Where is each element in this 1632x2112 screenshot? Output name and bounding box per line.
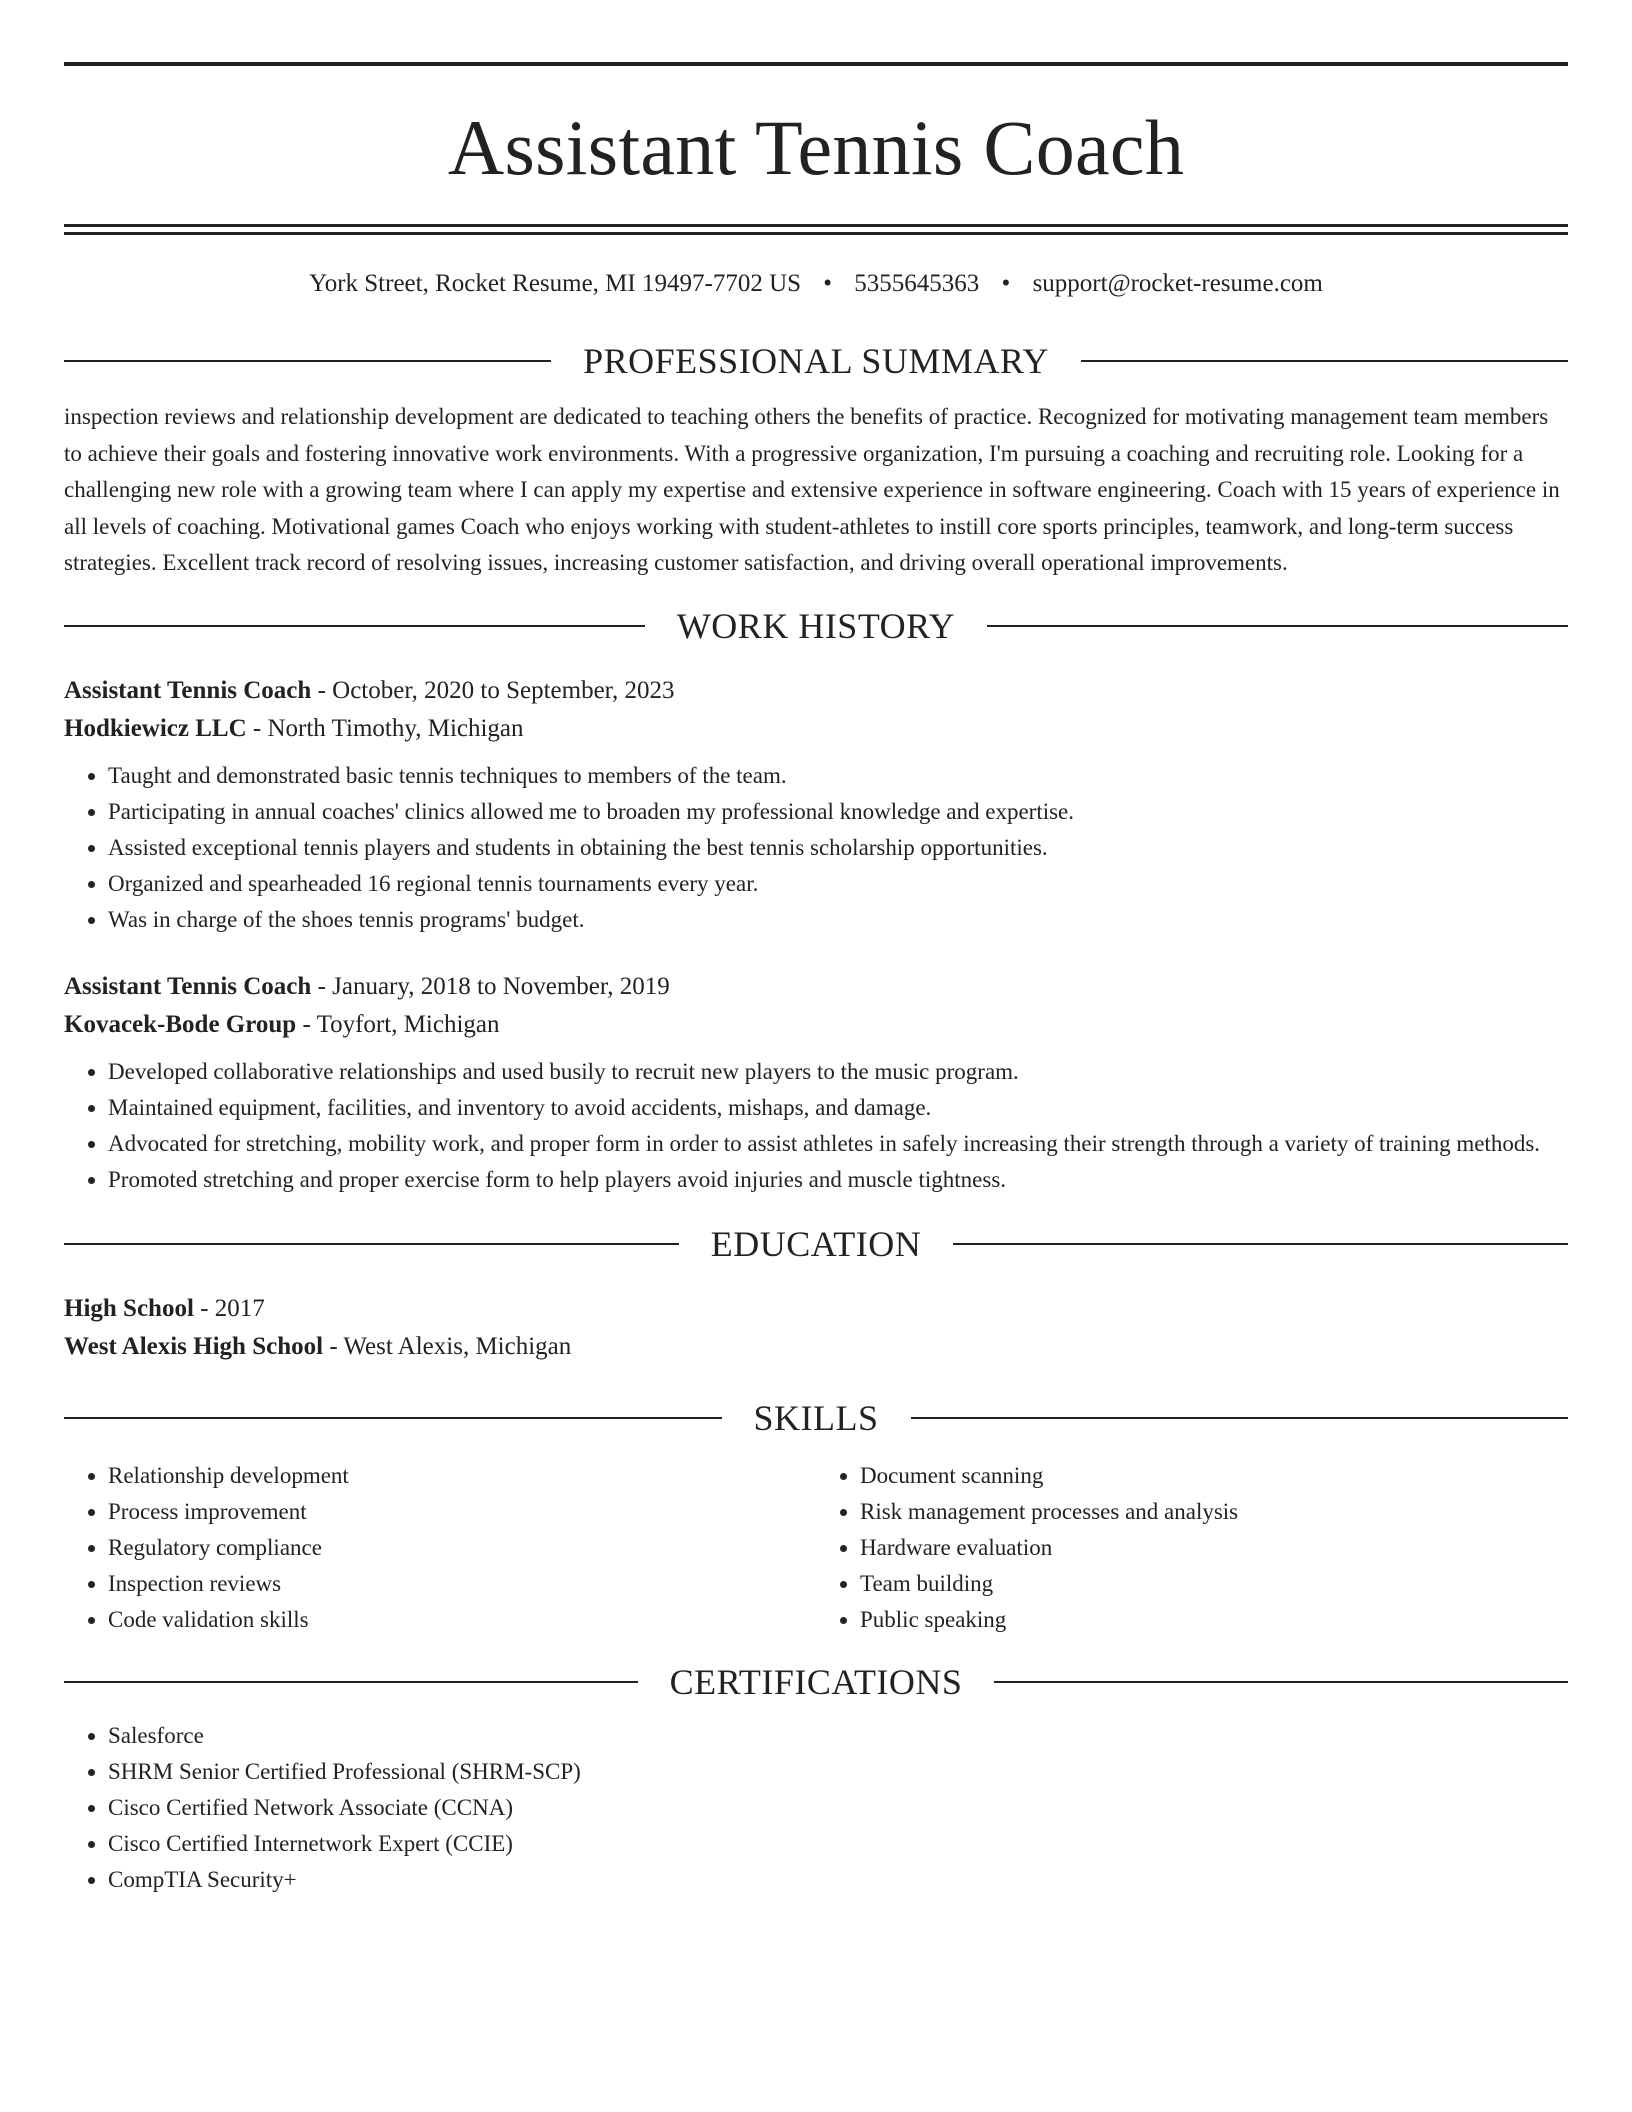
section-rule [1081,360,1568,362]
job-bullet: • Organized and spearheaded 16 regional tennis tournaments every year. [108,866,1568,902]
top-rule [64,62,1568,66]
section-header-skills [64,1386,1568,1450]
section-rule [64,1681,638,1683]
skill-item: • Risk management processes and analysis [860,1494,1568,1530]
certification-item: • Salesforce [108,1718,1568,1754]
job-bullet: • Advocated for stretching, mobility work, and proper form in order to assist athletes in safely increasing their strength through a variety of training methods. [108,1126,1568,1162]
skills-list-left [64,1458,816,1638]
job-entry [64,672,1568,938]
section-title-work: WORK HISTORY [676,605,956,646]
skills-list-right [816,1458,1568,1638]
job-bullet: • Participating in annual coaches' clinics allowed me to broaden my professional knowledge and expertise. [108,794,1568,830]
job-bullet: • Taught and demonstrated basic tennis techniques to members of the team. [108,758,1568,794]
education-degree-line [64,1290,1568,1328]
contact-phone[interactable]: 5355645363 [854,270,980,297]
job-bullet: • Assisted exceptional tennis players and students in obtaining the best tennis scholarship opportunities. [108,830,1568,866]
summary-text: inspection reviews and relationship development are dedicated to teaching others the benefits of practice. Recognized for motivating management team members to achieve their goals and fostering innovative work environments. With a progressive organization, I'm pursuing a coaching and recruiting role. Looking for a challenging new role with a growing team where I can apply my expertise and extensive experience in software engineering. Coach with 15 years of experience in all levels of coaching. Motivational games Coach who enjoys working with student-athletes to instill core sports principles, teamwork, and long-term success strategies. Excellent track record of resolving issues, increasing customer satisfaction, and driving overall operational improvements. [64,404,1560,575]
contact-line [64,267,1568,301]
skill-item: • Process improvement [108,1494,816,1530]
section-rule [953,1243,1568,1245]
skill-item: • Relationship development [108,1458,816,1494]
job-bullet: • Promoted stretching and proper exercise form to help players avoid injuries and muscle tightness. [108,1162,1568,1198]
education-year: - 2017 [193,1294,265,1322]
section-rule [911,1417,1569,1419]
skills-grid [64,1454,1568,1638]
job-bullets [64,758,1568,938]
education-school: West Alexis High School [64,1332,324,1360]
section-title-summary: PROFESSIONAL SUMMARY [583,341,1049,381]
title-double-rule [64,224,1568,235]
job-company-line [64,710,1568,748]
section-header-education [64,1212,1568,1276]
job-title-line [64,672,1568,710]
job-bullet: • Was in charge of the shoes tennis programs' budget. [108,902,1568,938]
certification-item: • Cisco Certified Network Associate (CCNA) [108,1790,1568,1826]
section-header-certifications [64,1650,1568,1714]
job-title-line [64,968,1568,1006]
section-rule [987,625,1568,627]
job-title: Assistant Tennis Coach [64,972,312,1000]
skill-item: • Inspection reviews [108,1566,816,1602]
education-entry [64,1290,1568,1366]
certification-item: • SHRM Senior Certified Professional (SHRM-SCP) [108,1754,1568,1790]
section-rule [64,625,645,627]
education-school-line [64,1328,1568,1366]
job-location: - Toyfort, Michigan [296,1010,500,1038]
section-rule [64,1417,722,1419]
section-title-education: EDUCATION [710,1223,922,1264]
job-dates: - January, 2018 to November, 2019 [311,972,670,1000]
skill-item: • Hardware evaluation [860,1530,1568,1566]
job-company-line [64,1006,1568,1044]
section-title-certifications: CERTIFICATIONS [669,1661,963,1702]
contact-separator: • [1001,270,1011,297]
job-entry [64,968,1568,1198]
job-dates: - October, 2020 to September, 2023 [311,676,675,704]
section-rule [994,1681,1568,1683]
job-location: - North Timothy, Michigan [246,714,524,742]
education-location: - West Alexis, Michigan [323,1332,572,1360]
contact-separator: • [823,270,833,297]
section-rule [64,360,551,362]
skill-item: • Code validation skills [108,1602,816,1638]
section-header-summary [64,329,1568,393]
certification-item: • Cisco Certified Internetwork Expert (CCIE) [108,1826,1568,1862]
resume-title: Assistant Tennis Coach [447,104,1185,191]
skill-item: • Regulatory compliance [108,1530,816,1566]
education-degree: High School [64,1294,194,1322]
job-bullet: • Maintained equipment, facilities, and inventory to avoid accidents, mishaps, and damage. [108,1090,1568,1126]
contact-address: York Street, Rocket Resume, MI 19497-7702 US [309,270,802,297]
skill-item: • Document scanning [860,1458,1568,1494]
job-title: Assistant Tennis Coach [64,676,312,704]
job-company: Hodkiewicz LLC [64,714,247,742]
section-rule [64,1243,679,1245]
section-title-skills: SKILLS [753,1397,879,1438]
job-company: Kovacek-Bode Group [64,1010,297,1038]
job-bullets [64,1054,1568,1198]
skill-item: • Public speaking [860,1602,1568,1638]
certification-item: • CompTIA Security+ [108,1862,1568,1898]
section-header-work [64,594,1568,658]
skill-item: • Team building [860,1566,1568,1602]
job-bullet: • Developed collaborative relationships and used busily to recruit new players to the music program. [108,1054,1568,1090]
contact-email[interactable]: support@rocket-resume.com [1032,270,1323,297]
certifications-list [64,1718,1568,1898]
